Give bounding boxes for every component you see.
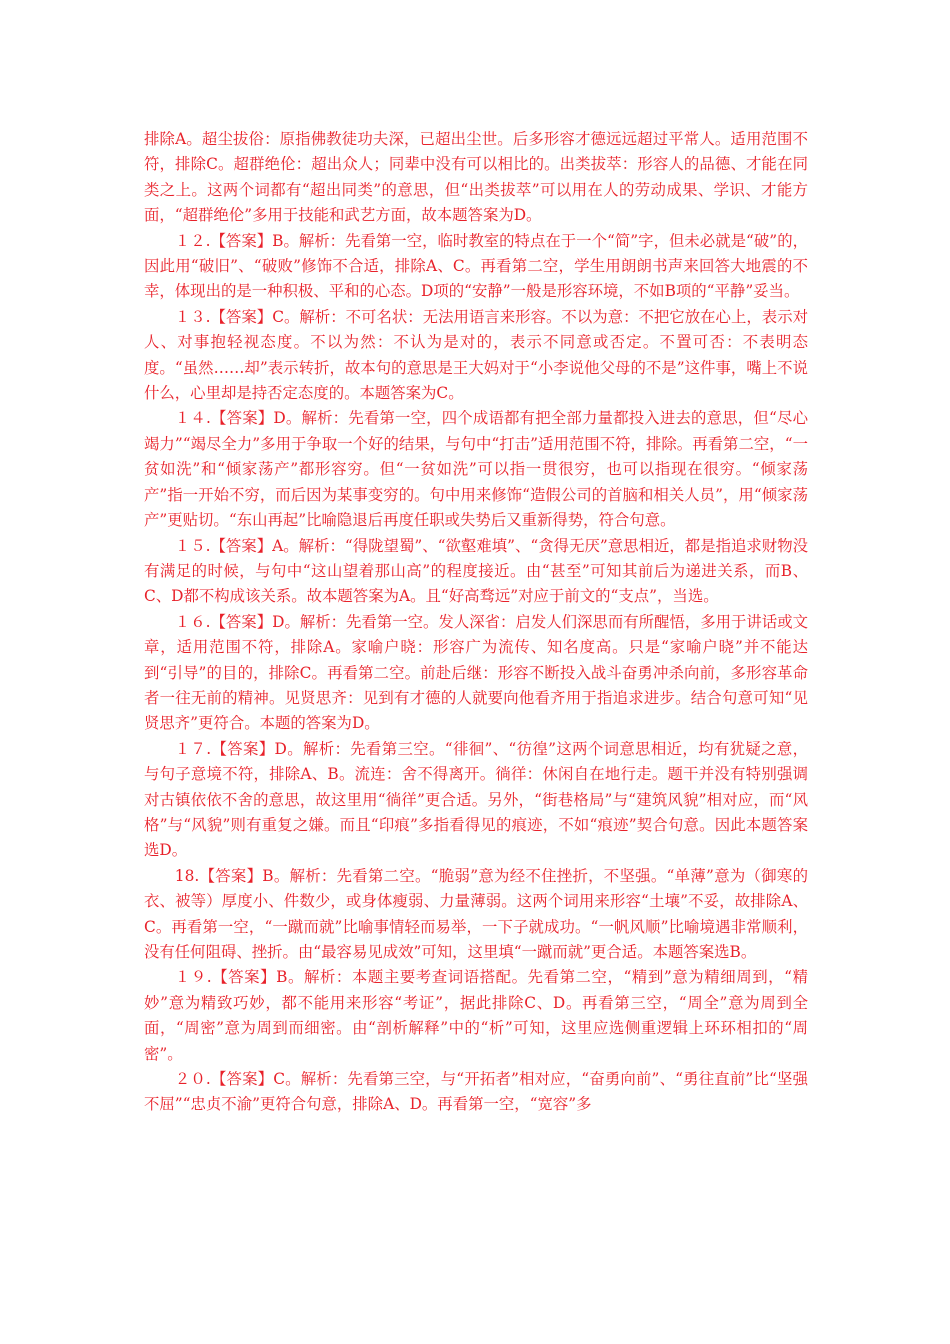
paragraph-answer-17: １７.【答案】D。解析：先看第三空。“徘徊”、“彷徨”这两个词意思相近，均有犹疑之意，与句子意境不符，排除A、B。流连：舍不得离开。徜徉：休闲自在地行走。题干并没有特别强调对古镇依依不舍的意思，故这里用“徜徉”更合适。另外，“街巷格局”与“建筑风貌”相对应，而“风格”与“风貌”则有重复之嫌。而且“印痕”多指看得见的痕迹，不如“痕迹”契合句意。因此本题答案选D。 [144,739,808,860]
paragraph-answer-20: ２０.【答案】C。解析：先看第三空，与“开拓者”相对应，“奋勇向前”、“勇往直前”比“坚强不屈”“忠贞不渝”更符合句意，排除A、D。再看第一空，“宽容”多 [144,1070,808,1114]
paragraph-answer-16: １６.【答案】D。解析：先看第一空。发人深省：启发人们深思而有所醒悟，多用于讲话或文章，适用范围不符，排除A。家喻户晓：形容广为流传、知名度高。只是“家喻户晓”并不能达到“引导”的目的，排除C。再看第二空。前赴后继：形容不断投入战斗奋勇冲杀向前，多形容革命者一往无前的精神。见贤思齐：见到有才德的人就要向他看齐用于指追求进步。结合句意可知“见贤思齐”更符合。本题的答案为D。 [144,612,808,733]
paragraph-answer-13: １３.【答案】C。解析：不可名状：无法用语言来形容。不以为意：不把它放在心上，表示对人、对事抱轻视态度。不以为然：不认为是对的，表示不同意或否定。不置可否：不表明态度。“虽然……却”表示转折，故本句的意思是王大妈对于“小李说他父母的不是”这件事，嘴上不说什么，心里却是持否定态度的。本题答案为C。 [144,307,808,403]
paragraph-answer-18: 18.【答案】B。解析：先看第二空。“脆弱”意为经不住挫折，不坚强。“单薄”意为（御寒的衣、被等）厚度小、件数少，或身体瘦弱、力量薄弱。这两个词用来形容“土壤”不妥，故排除A、C。再看第一空，“一蹴而就”比喻事情轻而易举，一下子就成功。“一帆风顺”比喻境遇非常顺利，没有任何阻碍、挫折。由“最容易见成效”可知，这里填“一蹴而就”更合适。本题答案选B。 [144,866,808,961]
paragraph-11-continued: 排除A。超尘拔俗：原指佛教徒功夫深，已超出尘世。后多形容才德远远超过平常人。适用范围不符，排除C。超群绝伦：超出众人；同辈中没有可以相比的。出类拔萃：形容人的品德、才能在同类之上。这两个词都有“超出同类”的意思，但“出类拔萃”可以用在人的劳动成果、学识、才能方面，“超群绝伦”多用于技能和武艺方面，故本题答案为D。 [144,130,808,225]
paragraph-answer-12: １２.【答案】B。解析：先看第一空，临时教室的特点在于一个“简”字，但未必就是“破”的，因此用“破旧”、“破败”修饰不合适，排除A、C。再看第二空，学生用朗朗书声来回答大地震的不幸，体现出的是一种积极、平和的心态。D项的“安静”一般是形容环境，不如B项的“平静”妥当。 [144,231,808,301]
answer-explanations [144,127,808,1118]
paragraph-answer-19: １９.【答案】B。解析：本题主要考查词语搭配。先看第二空，“精到”意为精细周到，“精妙”意为精致巧妙，都不能用来形容“考证”，据此排除C、D。再看第三空，“周全”意为周到全面，“周密”意为周到而细密。由“剖析解释”中的“析”可知，这里应选侧重逻辑上环环相扣的“周密”。 [144,968,808,1063]
paragraph-answer-14: １４.【答案】D。解析：先看第一空，四个成语都有把全部力量都投入进去的意思，但“尽心竭力”“竭尽全力”多用于争取一个好的结果，与句中“打击”适用范围不符，排除。再看第二空，“一贫如洗”和“倾家荡产”都形容穷。但“一贫如洗”可以指一贯很穷，也可以指现在很穷。“倾家荡产”指一开始不穷，而后因为某事变穷的。句中用来修饰“造假公司的首脑和相关人员”，用“倾家荡产”更贴切。“东山再起”比喻隐退后再度任职或失势后又重新得势，符合句意。 [144,409,808,530]
paragraph-answer-15: １５.【答案】A。解析：“得陇望蜀”、“欲壑难填”、“贪得无厌”意思相近，都是指追求财物没有满足的时候，与句中“这山望着那山高”的程度接近。由“甚至”可知其前后为递进关系，而B、C、D都不构成该关系。故本题答案为A。且“好高骛远”对应于前文的“支点”，当选。 [144,536,808,606]
